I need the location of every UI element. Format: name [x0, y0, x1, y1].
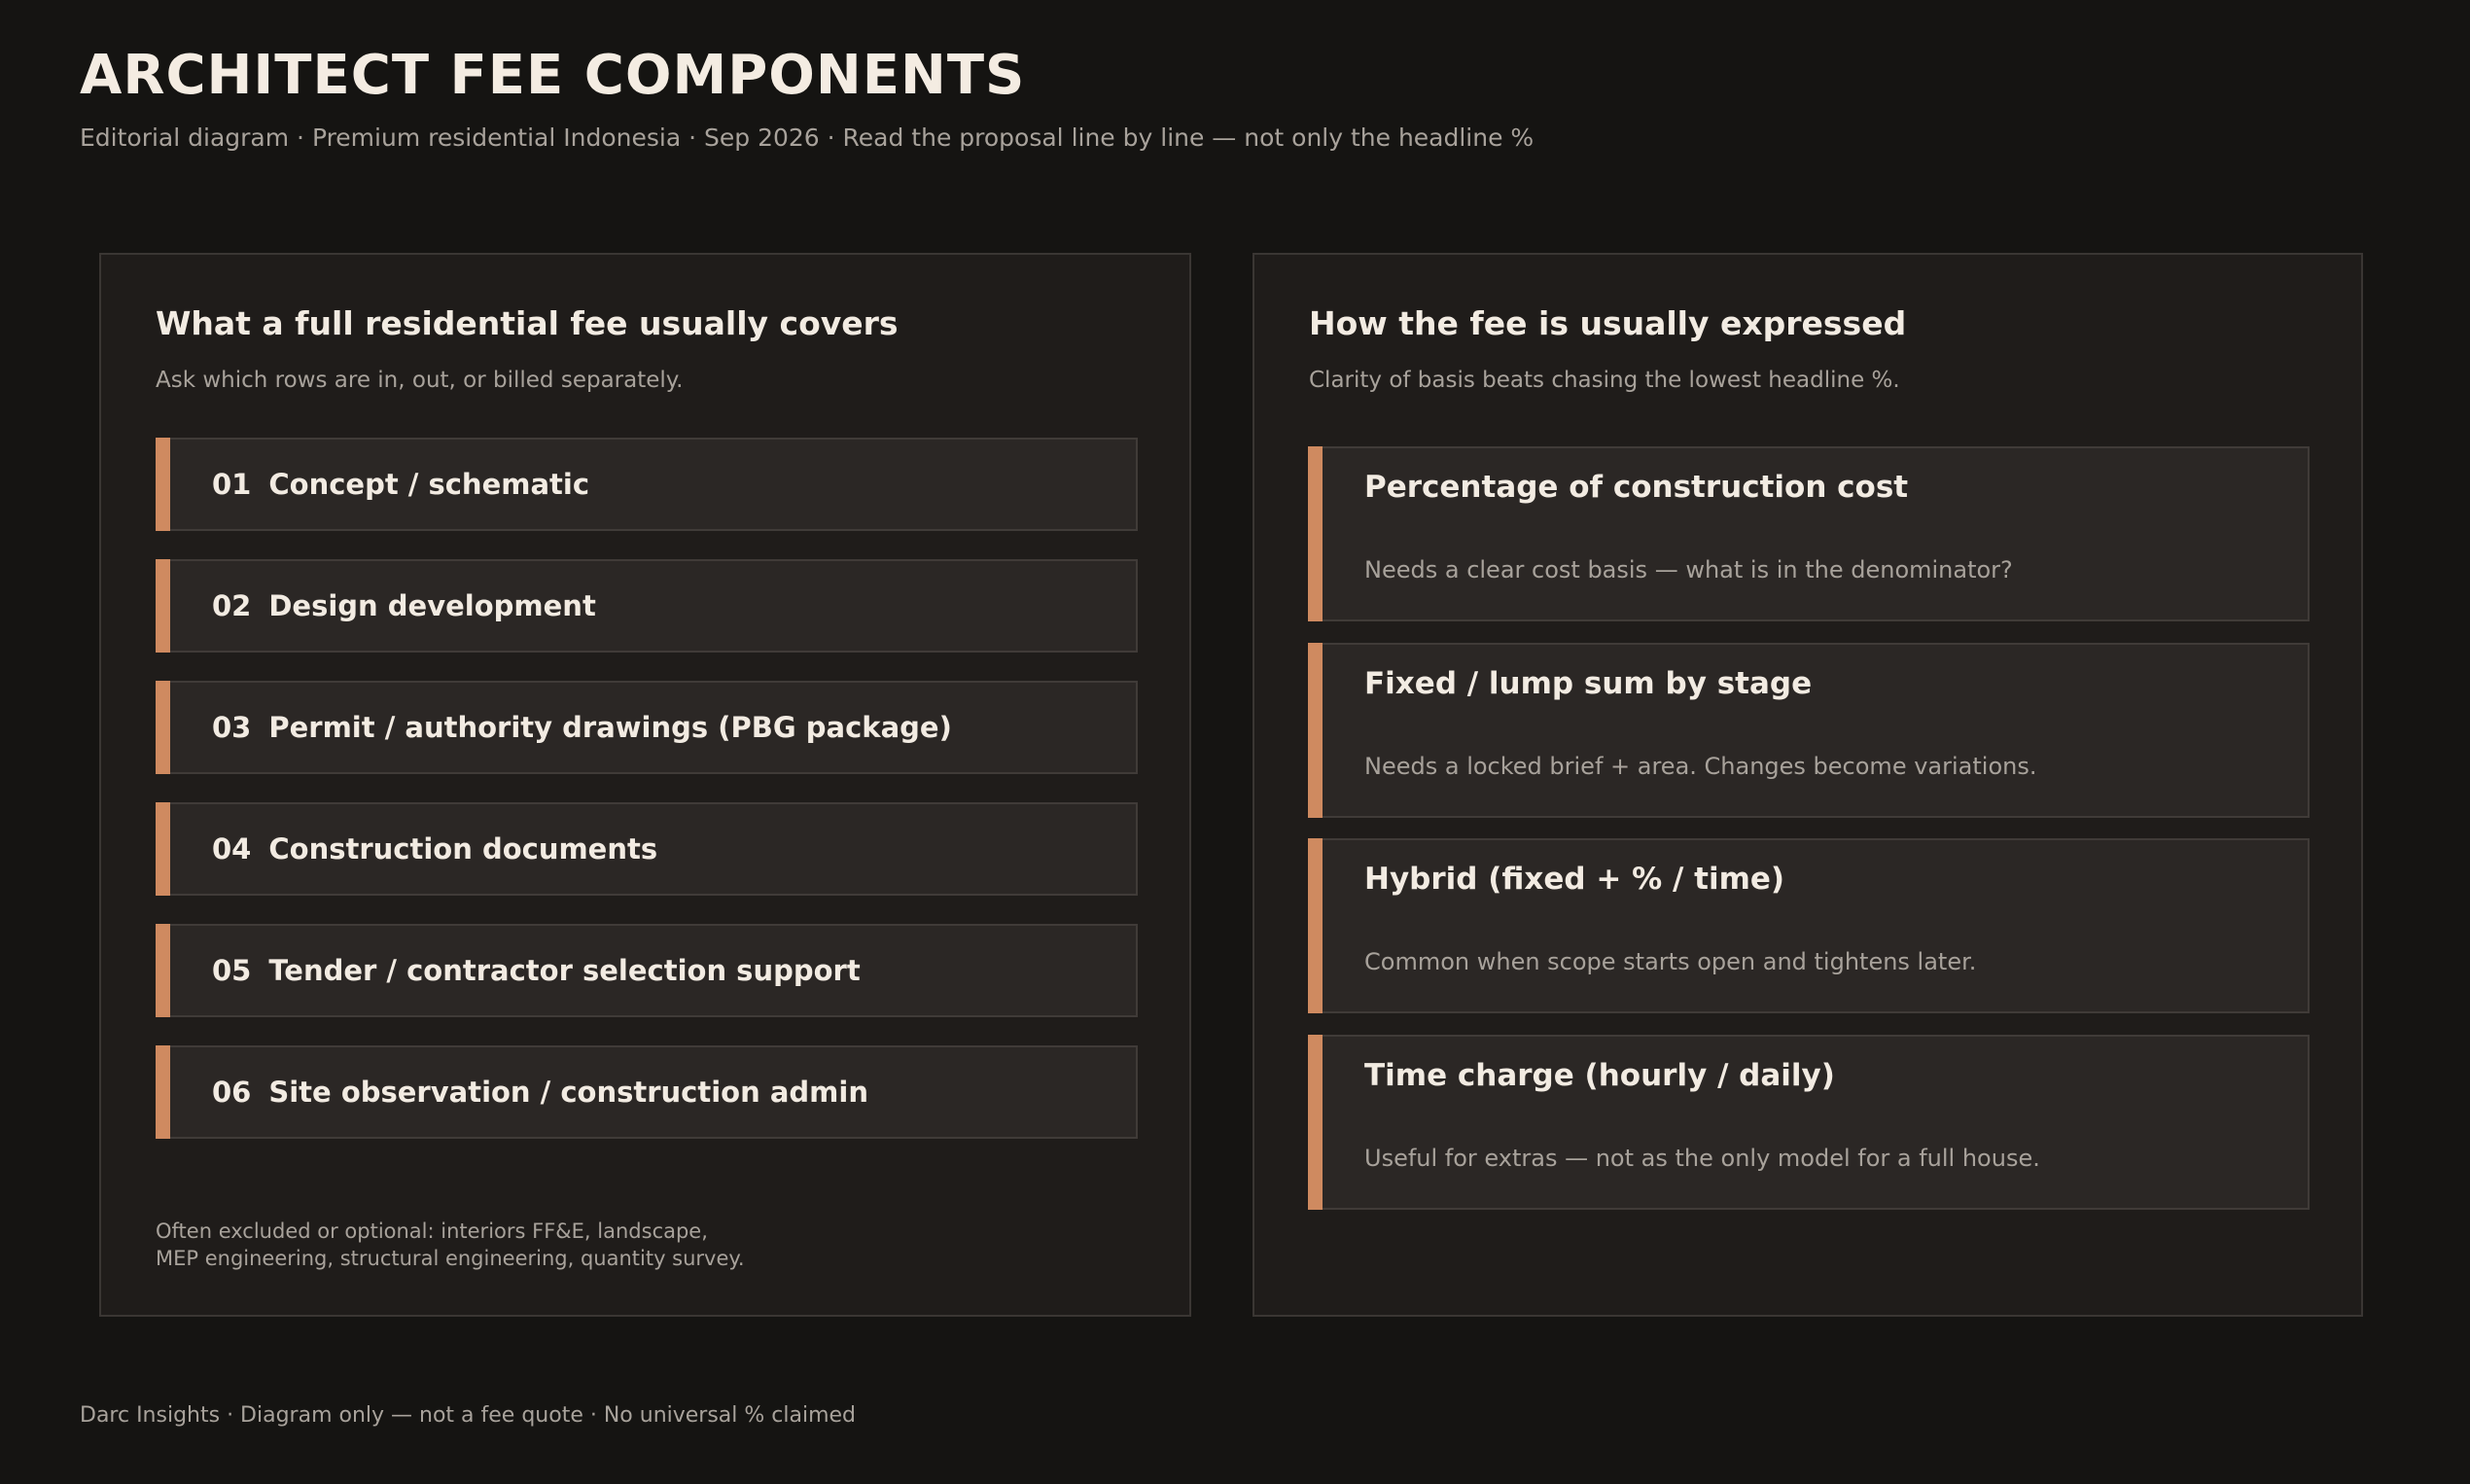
card-title: Time charge (hourly / daily): [1364, 1058, 1835, 1093]
row-label: Concept / schematic: [268, 468, 590, 501]
exclusions-note-line: Often excluded or optional: interiors FF&E, landscape,: [156, 1219, 708, 1243]
coverage-row: [156, 559, 1138, 653]
row-accent-bar: [156, 681, 170, 774]
basis-subheading: Clarity of basis beats chasing the lowest headline %.: [1309, 368, 1900, 393]
row-accent-bar: [156, 924, 170, 1017]
fee-basis-card: [1308, 1035, 2310, 1210]
row-label: Tender / contractor selection support: [268, 954, 861, 987]
page-title: ARCHITECT FEE COMPONENTS: [80, 44, 1026, 107]
row-number: 06: [212, 1076, 252, 1109]
basis-heading: How the fee is usually expressed: [1309, 304, 1907, 342]
card-title: Percentage of construction cost: [1364, 470, 1909, 505]
row-accent-bar: [156, 559, 170, 653]
row-accent-bar: [156, 1045, 170, 1139]
row-number: 03: [212, 711, 252, 744]
card-accent-bar: [1308, 1035, 1323, 1210]
row-number: 02: [212, 589, 252, 622]
fee-basis-card: [1308, 643, 2310, 818]
exclusions-note-line: MEP engineering, structural engineering, quantity survey.: [156, 1247, 745, 1270]
footer-note: Darc Insights · Diagram only — not a fee quote · No universal % claimed: [80, 1403, 857, 1428]
row-number: 01: [212, 468, 252, 501]
card-title: Fixed / lump sum by stage: [1364, 666, 1813, 701]
fee-basis-panel: [1253, 253, 2363, 1317]
coverage-heading: What a full residential fee usually covers: [156, 304, 899, 342]
row-label: Construction documents: [268, 832, 658, 866]
row-accent-bar: [156, 802, 170, 896]
card-accent-bar: [1308, 446, 1323, 621]
row-label: Design development: [268, 589, 596, 622]
coverage-row: [156, 802, 1138, 896]
card-description: Needs a locked brief + area. Changes become variations.: [1364, 753, 2037, 780]
row-accent-bar: [156, 438, 170, 531]
fee-basis-card: [1308, 838, 2310, 1013]
card-accent-bar: [1308, 838, 1323, 1013]
row-number: 04: [212, 832, 252, 866]
card-description: Needs a clear cost basis — what is in the denominator?: [1364, 556, 2013, 583]
coverage-row: [156, 1045, 1138, 1139]
card-description: Useful for extras — not as the only model for a full house.: [1364, 1145, 2040, 1172]
card-description: Common when scope starts open and tightens later.: [1364, 948, 1977, 975]
row-label: Site observation / construction admin: [268, 1076, 868, 1109]
coverage-row: [156, 681, 1138, 774]
card-accent-bar: [1308, 643, 1323, 818]
fee-basis-card: [1308, 446, 2310, 621]
page-subtitle: Editorial diagram · Premium residential Indonesia · Sep 2026 · Read the proposal line by line — not only the headline %: [80, 124, 1535, 152]
coverage-subheading: Ask which rows are in, out, or billed separately.: [156, 368, 684, 393]
fee-coverage-panel: [99, 253, 1191, 1317]
coverage-row: [156, 438, 1138, 531]
exclusions-note: [156, 1218, 745, 1272]
coverage-row: [156, 924, 1138, 1017]
row-number: 05: [212, 954, 252, 987]
card-title: Hybrid (fixed + % / time): [1364, 862, 1785, 897]
row-label: Permit / authority drawings (PBG package): [268, 711, 952, 744]
